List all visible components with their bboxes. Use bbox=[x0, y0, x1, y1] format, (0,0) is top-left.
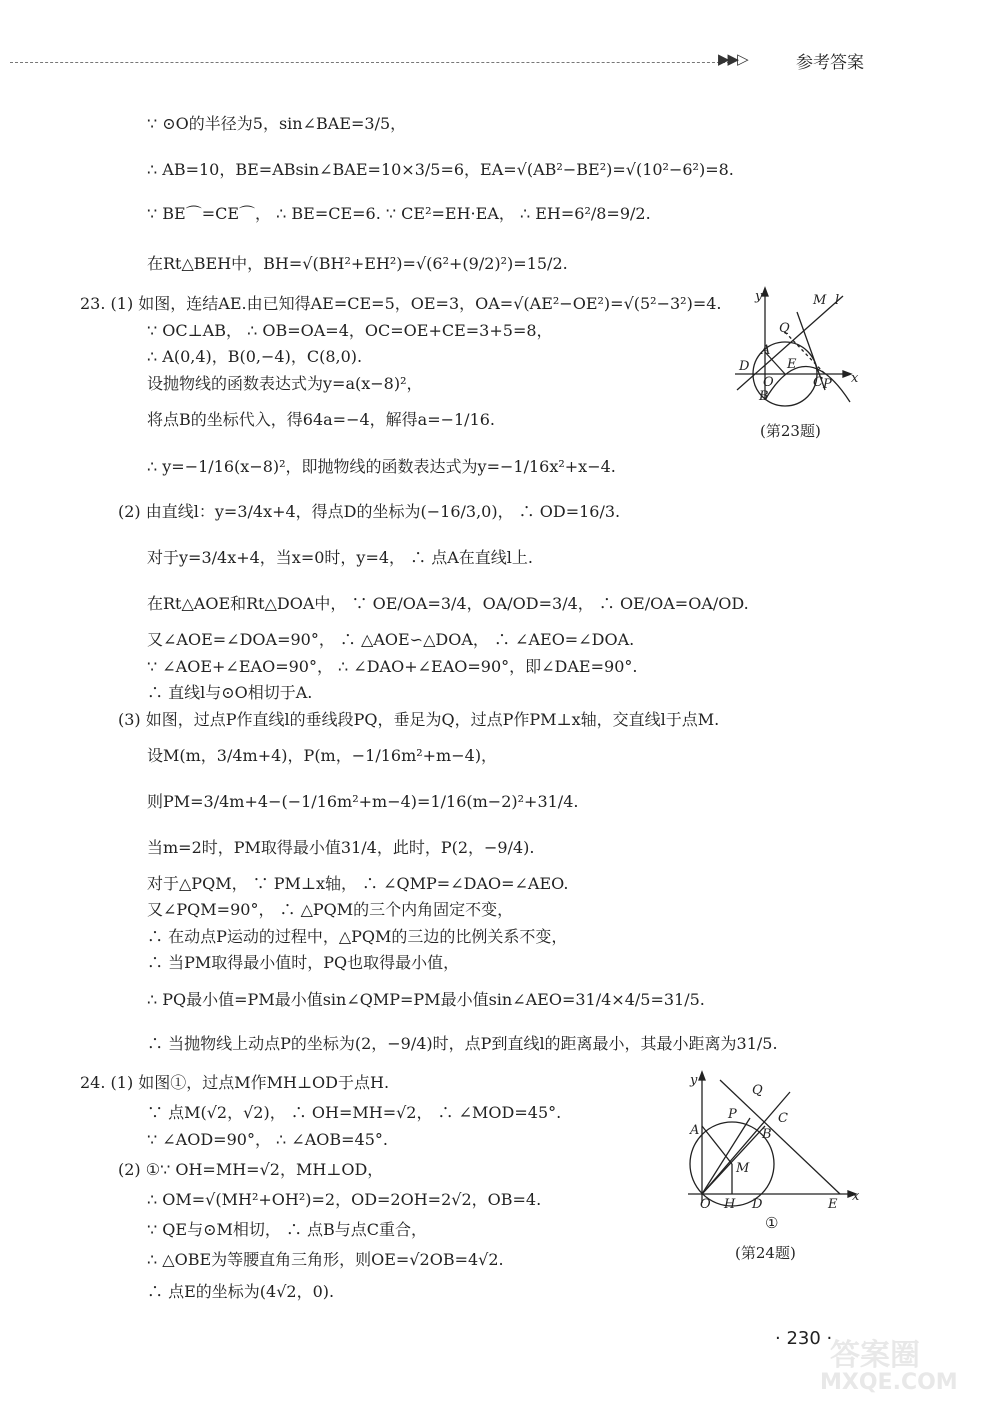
fig23-label-M: M bbox=[813, 293, 827, 308]
text-line: 在Rt△AOE和Rt△DOA中， ∵ OE/OA=3/4，OA/OD=3/4， ∴ OE/OA=OA/OD. bbox=[147, 594, 749, 613]
fig24-label-B: B bbox=[762, 1127, 772, 1142]
text-line: (3) 如图，过点P作直线l的垂线段PQ，垂足为Q，过点P作PM⊥x轴，交直线l于点M. bbox=[118, 710, 720, 729]
header-title: 参考答案 bbox=[796, 53, 864, 73]
fig24-label-A: A bbox=[690, 1123, 700, 1138]
text-line: 又∠PQM=90°， ∴ △PQM的三个内角固定不变， bbox=[147, 900, 514, 919]
watermark-url: MXQE.COM bbox=[820, 1370, 958, 1395]
text-line: 设抛物线的函数表达式为y=a(x−8)²， bbox=[147, 374, 423, 393]
text-line: 23. (1) 如图，连结AE.由已知得AE=CE=5，OE=3，OA=√(AE²−OE²)=√(5²−3²)=4. bbox=[80, 294, 722, 313]
fig24-label-x: x bbox=[852, 1189, 860, 1204]
text-line: ∴ 当PM取得最小值时，PQ也取得最小值， bbox=[147, 953, 460, 972]
text-line: ∴ 在动点P运动的过程中，△PQM的三边的比例关系不变， bbox=[147, 927, 568, 946]
text-line: 24. (1) 如图①，过点M作MH⊥OD于点H. bbox=[80, 1073, 390, 1092]
fig23-label-Q: Q bbox=[779, 321, 790, 336]
figure-24-diagram bbox=[680, 1068, 865, 1213]
text-line: 则PM=3/4m+4−(−1/16m²+m−4)=1/16(m−2)²+31/4. bbox=[147, 792, 579, 811]
text-line: 将点B的坐标代入，得64a=−4，解得a=−1/16. bbox=[147, 410, 496, 429]
text-line: ∵ ∠AOD=90°， ∴ ∠AOB=45°. bbox=[147, 1130, 388, 1149]
text-line: 设M(m，3/4m+4)，P(m，−1/16m²+m−4)， bbox=[147, 746, 498, 765]
fig23-label-B: B bbox=[759, 389, 769, 404]
text-line: ∵ ∠AOE+∠EAO=90°， ∴ ∠DAO+∠EAO=90°，即∠DAE=90°. bbox=[147, 657, 638, 676]
fig24-label-D: D bbox=[752, 1197, 763, 1212]
text-line: ∴ y=−1/16(x−8)²，即抛物线的函数表达式为y=−1/16x²+x−4. bbox=[147, 457, 616, 476]
fig23-label-O: O bbox=[763, 375, 774, 390]
fig23-label-C: C bbox=[813, 375, 823, 390]
text-line: 对于y=3/4x+4，当x=0时，y=4， ∴ 点A在直线l上. bbox=[147, 548, 533, 567]
figure-24-sub: ① bbox=[765, 1214, 779, 1232]
page-number: · 230 · bbox=[775, 1328, 833, 1349]
fig24-label-C: C bbox=[778, 1111, 788, 1126]
fig24-label-O: O bbox=[700, 1197, 711, 1212]
fig24-label-y: y bbox=[690, 1073, 698, 1088]
text-line: (2) ①∵ OH=MH=√2，MH⊥OD， bbox=[118, 1160, 384, 1179]
text-line: ∵ OC⊥AB， ∴ OB=OA=4，OC=OE+CE=3+5=8， bbox=[147, 321, 553, 340]
fig24-label-E: E bbox=[828, 1197, 838, 1212]
header-dashed-rule bbox=[10, 62, 730, 63]
fig24-label-H: H bbox=[724, 1197, 736, 1212]
fig24-label-Q: Q bbox=[752, 1083, 763, 1098]
text-line: ∴ 点E的坐标为(4√2，0). bbox=[147, 1282, 335, 1301]
text-line: ∴ AB=10，BE=ABsin∠BAE=10×3/5=6，EA=√(AB²−BE²)=√(10²−6²)=8. bbox=[147, 160, 734, 179]
text-line: 在Rt△BEH中，BH=√(BH²+EH²)=√(6²+(9/2)²)=15/2. bbox=[147, 254, 568, 273]
text-line: 又∠AOE=∠DOA=90°， ∴ △AOE∽△DOA， ∴ ∠AEO=∠DOA. bbox=[147, 630, 635, 649]
fig23-label-y: y bbox=[755, 289, 763, 304]
fig24-label-M: M bbox=[736, 1161, 750, 1176]
fig24-label-P: P bbox=[728, 1107, 737, 1122]
fig23-label-A: A bbox=[761, 343, 771, 358]
fig23-label-P: P bbox=[823, 377, 832, 392]
text-line: ∴ △OBE为等腰直角三角形，则OE=√2OB=4√2. bbox=[147, 1250, 504, 1269]
text-line: 当m=2时，PM取得最小值31/4，此时，P(2，−9/4). bbox=[147, 838, 535, 857]
text-line: ∵ BE⌒=CE⌒， ∴ BE=CE=6. ∵ CE²=EH·EA， ∴ EH=6²/8=9/2. bbox=[147, 204, 651, 223]
figure-23-diagram bbox=[725, 282, 865, 412]
text-line: ∴ 当抛物线上动点P的坐标为(2，−9/4)时，点P到直线l的距离最小，其最小距离为31/5. bbox=[147, 1034, 778, 1053]
text-line: ∵ QE与⊙M相切， ∴ 点B与点C重合， bbox=[147, 1220, 428, 1239]
text-line: ∴ PQ最小值=PM最小值sin∠QMP=PM最小值sin∠AEO=31/4×4/5=31/5. bbox=[147, 990, 705, 1009]
text-line: ∴ OM=√(MH²+OH²)=2，OD=2OH=2√2，OB=4. bbox=[147, 1190, 542, 1209]
text-line: 对于△PQM， ∵ PM⊥x轴， ∴ ∠QMP=∠DAO=∠AEO. bbox=[147, 874, 569, 893]
text-line: ∴ 直线l与⊙O相切于A. bbox=[147, 683, 313, 702]
text-line: ∴ A(0,4)，B(0,−4)，C(8,0). bbox=[147, 347, 363, 366]
watermark-logo: 答案圈 bbox=[830, 1338, 920, 1373]
figure-24-caption: (第24题) bbox=[735, 1244, 796, 1262]
figure-23-caption: (第23题) bbox=[760, 422, 821, 440]
fig23-label-x: x bbox=[851, 371, 859, 386]
header-arrows-icon: ▶▶▷ bbox=[718, 50, 747, 68]
fig23-label-l: l bbox=[835, 293, 840, 308]
text-line: ∵ ⊙O的半径为5，sin∠BAE=3/5， bbox=[147, 114, 407, 133]
fig23-label-D: D bbox=[739, 359, 750, 374]
text-line: ∵ 点M(√2，√2)， ∴ OH=MH=√2， ∴ ∠MOD=45°. bbox=[147, 1103, 562, 1122]
text-line: (2) 由直线l：y=3/4x+4，得点D的坐标为(−16/3,0)， ∴ OD=16/3. bbox=[118, 502, 621, 521]
fig23-label-E: E bbox=[787, 357, 797, 372]
